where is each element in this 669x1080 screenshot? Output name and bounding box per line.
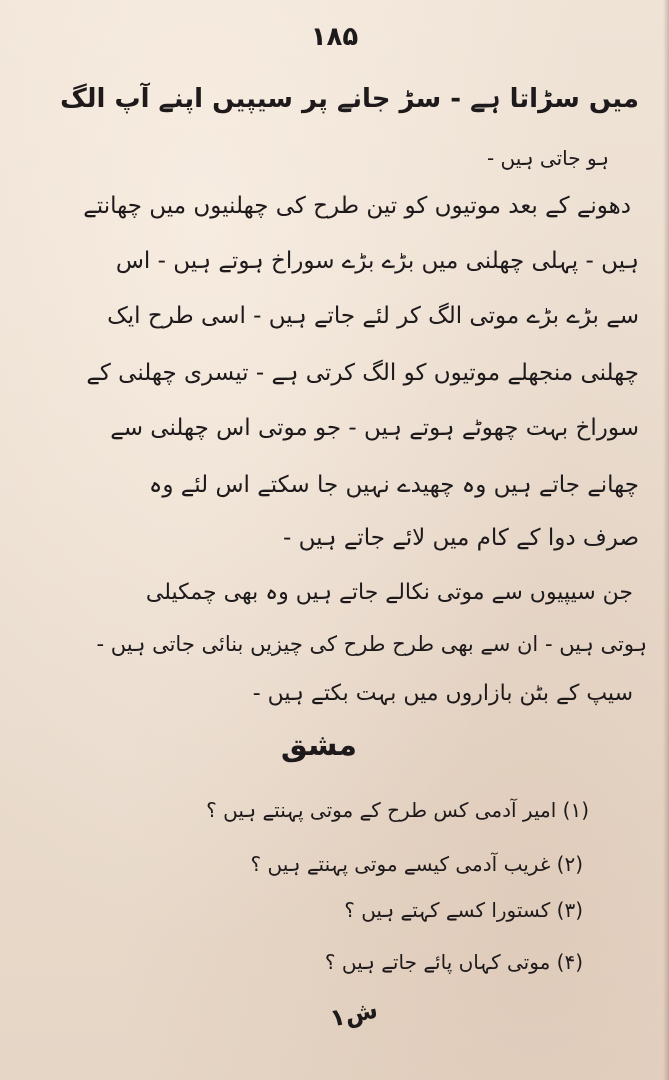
paragraph-line: میں سڑاتا ہے - سڑ جانے پر سیپیں اپنے آپ الگ (60, 84, 639, 114)
exercise-question-2: (۲) غریب آدمی کیسے موتی پہنتے ہیں ؟ (250, 852, 583, 876)
paragraph-3 (96, 580, 647, 706)
paragraph-line: صرف دوا کے کام میں لائے جاتے ہیں - (282, 525, 639, 551)
page-edge-shadow (663, 0, 669, 1080)
footer-mark: ش۱ (327, 995, 381, 1033)
paragraph-1 (60, 86, 639, 168)
paragraph-line: سیپ کے بٹن بازاروں میں بہت بکتے ہیں - (252, 681, 633, 706)
exercise-question-3: (۳) کستورا کسے کہتے ہیں ؟ (344, 898, 583, 922)
paragraph-line: جن سیپیوں سے موتی نکالے جاتے ہیں وہ بھی چمکیلی (145, 580, 633, 605)
exercise-heading: مشق (280, 728, 357, 763)
exercise-question-4: (۴) موتی کہاں پائے جاتے ہیں ؟ (324, 950, 583, 974)
paragraph-line: دھونے کے بعد موتیوں کو تین طرح کی چھلنیوں میں چھانتے (83, 193, 631, 219)
paragraph-line: سوراخ بہت چھوٹے ہوتے ہیں - جو موتی اس چھلنی سے (110, 415, 639, 441)
paragraph-line: ہیں - پہلی چھلنی میں بڑے بڑے سوراخ ہوتے ہیں - اس (115, 248, 639, 274)
paragraph-line: ہو جاتی ہیں - (486, 146, 609, 170)
paragraph-2 (83, 193, 639, 551)
paragraph-line: ہوتی ہیں - ان سے بھی طرح طرح کی چیزیں بنائی جاتی ہیں - (96, 632, 647, 656)
paragraph-line: چھلنی منجھلے موتیوں کو الگ کرتی ہے - تیسری چھلنی کے (86, 360, 639, 386)
exercise-question-1: (۱) امیر آدمی کس طرح کے موتی پہنتے ہیں ؟ (206, 798, 589, 822)
paragraph-line: چھانے جاتے ہیں وہ چھیدے نہیں جا سکتے اس لئے وہ (148, 472, 639, 498)
paragraph-line: سے بڑے بڑے موتی الگ کر لئے جاتے ہیں - اسی طرح ایک (107, 303, 639, 329)
page-number: ۱۸۵ (310, 22, 359, 52)
